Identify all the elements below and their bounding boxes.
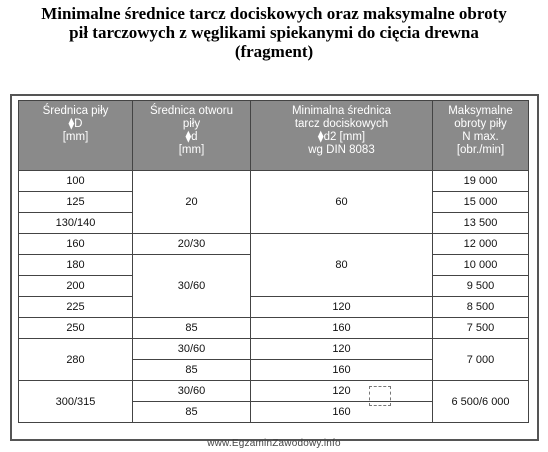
table-cell: 20/30 <box>133 234 251 255</box>
header-text: obroty piły <box>454 118 507 130</box>
table-cell: 7 000 <box>433 339 529 381</box>
title-line-2: pił tarczowych z węglikami spiekanymi do cięcia drewna <box>69 23 479 42</box>
table-cell: 6 500/6 000 <box>433 381 529 423</box>
header-text: tarcz dociskowych <box>294 118 389 130</box>
table-cell: 100 <box>19 171 133 192</box>
table-cell: 85 <box>133 360 251 381</box>
table-cell: 120 <box>251 297 433 318</box>
table-cell: 180 <box>19 255 133 276</box>
table-cell: 120 <box>251 381 433 402</box>
table-cell: 60 <box>251 171 433 234</box>
table-cell: 280 <box>19 339 133 381</box>
title-line-3: (fragment) <box>234 42 314 61</box>
table-row <box>19 234 529 255</box>
header-text: piły <box>182 118 201 130</box>
table-cell: 19 000 <box>433 171 529 192</box>
header-max-rpm <box>433 101 529 171</box>
table-cell: 30/60 <box>133 339 251 360</box>
table-cell: 160 <box>251 360 433 381</box>
header-text: Maksymalne <box>448 105 513 117</box>
table-cell: 125 <box>19 192 133 213</box>
header-text: wg DIN 8083 <box>308 144 375 156</box>
table-cell: 160 <box>251 402 433 423</box>
header-saw-diameter <box>19 101 133 171</box>
table-row <box>19 381 529 402</box>
table-cell: 13 500 <box>433 213 529 234</box>
table-frame <box>10 94 539 441</box>
table-cell: 20 <box>133 171 251 234</box>
table-cell: 85 <box>133 402 251 423</box>
header-text: [obr./min] <box>456 144 505 156</box>
table-cell: 200 <box>19 276 133 297</box>
header-text: [mm] <box>178 144 205 156</box>
header-min-flange-diameter <box>251 101 433 171</box>
table-cell: 30/60 <box>133 255 251 318</box>
table-cell: 30/60 <box>133 381 251 402</box>
watermark: www.EgzaminZawodowy.info <box>207 438 341 449</box>
table-cell: 160 <box>251 318 433 339</box>
table-cell: 10 000 <box>433 255 529 276</box>
header-text: ⧫d2 [mm] <box>317 131 366 143</box>
table-cell: 80 <box>251 234 433 297</box>
header-bore-diameter <box>133 101 251 171</box>
table-cell: 250 <box>19 318 133 339</box>
table-cell: 85 <box>133 318 251 339</box>
table-cell: 225 <box>19 297 133 318</box>
table-header-row <box>19 101 529 171</box>
table-cell: 130/140 <box>19 213 133 234</box>
header-text: Średnica piły <box>42 105 109 117</box>
header-text: [mm] <box>62 131 89 143</box>
table-cell: 120 <box>251 339 433 360</box>
header-text: Średnica otworu <box>149 105 234 117</box>
table-cell: 7 500 <box>433 318 529 339</box>
header-text: ⧫D <box>68 118 83 130</box>
table-row <box>19 297 529 318</box>
table-cell: 12 000 <box>433 234 529 255</box>
stamp-icon <box>369 386 391 406</box>
header-text: N max. <box>462 131 499 143</box>
table-row <box>19 171 529 192</box>
table-cell: 9 500 <box>433 276 529 297</box>
header-text: Minimalna średnica <box>291 105 392 117</box>
table-cell: 160 <box>19 234 133 255</box>
table-cell: 8 500 <box>433 297 529 318</box>
title-line-1: Minimalne średnice tarcz dociskowych oraz maksymalne obroty <box>41 4 507 23</box>
table-cell: 300/315 <box>19 381 133 423</box>
saw-specs-table <box>18 100 529 423</box>
document-title <box>0 4 548 61</box>
table-cell: 15 000 <box>433 192 529 213</box>
header-text: ⧫d <box>185 131 198 143</box>
table-row <box>19 339 529 360</box>
